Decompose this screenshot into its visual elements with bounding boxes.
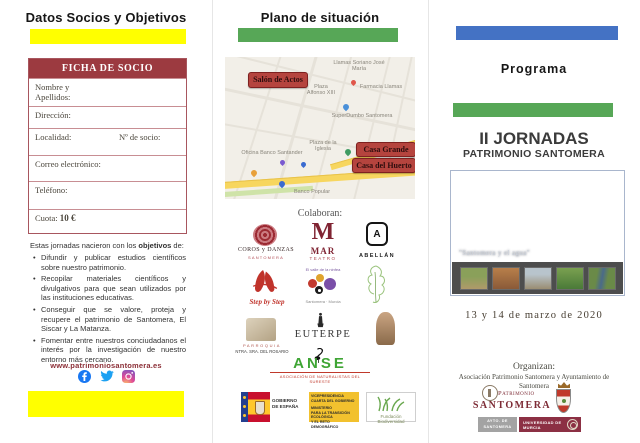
map-pin (300, 161, 307, 168)
label-cuota: Cuota: (35, 213, 58, 223)
crown-glyph (558, 382, 570, 388)
map-pin (250, 169, 258, 177)
photo-caption: "Santomera y el agua" (459, 249, 531, 257)
objectives-intro (30, 241, 186, 251)
ayto-line2: SANTOMERA (483, 424, 512, 429)
valle-blob (316, 274, 324, 282)
thumbnail-photo (492, 267, 520, 290)
santomera-coat-of-arms (556, 382, 572, 415)
map-marker-casa-grande: Casa Grande (356, 142, 415, 157)
thumbnail-photo (588, 267, 616, 290)
photo-filmstrip (452, 262, 623, 294)
intro-prefix: Estas jornadas nacieron con los (30, 241, 139, 250)
form-row-nombre (29, 78, 186, 106)
mar-teatro-monogram: M (311, 219, 335, 245)
step-by-step-logo-icon (251, 268, 279, 301)
abellan-monogram: A (366, 222, 388, 246)
euterpe-label: EUTERPE (294, 329, 352, 340)
abellan-label: ABELLÁN (358, 253, 396, 259)
label-direccion: Dirección: (35, 110, 71, 120)
parroquia-sublabel: NTRA. SRA. DEL ROSARIO (235, 349, 289, 354)
gobierno-line1: GOBIERNO (272, 398, 298, 403)
patrimonio-santomera-logo (472, 385, 552, 416)
panel-datos-socios (0, 0, 213, 443)
objective-text: Recopilar materiales científicos y divulgativos para que sean utilizados por las instituciones educativas. (41, 274, 186, 303)
label-nombre: Nombre y Apellidos: (35, 82, 71, 102)
virgen-statue-logo (376, 312, 395, 345)
map-place-label: Banco Popular (293, 189, 331, 195)
ayuntamiento-santomera-logo (478, 417, 517, 432)
instagram-icon[interactable] (122, 370, 135, 388)
map-marker-casa-del-huerto: Casa del Huerto (352, 158, 415, 173)
parroquia-logo-icon (246, 318, 276, 341)
thumbnail-photo (556, 267, 584, 290)
form-row-direccion (29, 106, 186, 128)
ayto-line1: AYTO. DE (487, 419, 508, 423)
yellow-accent-bar-top (30, 29, 186, 44)
shield-glyph (556, 389, 571, 413)
gobierno-espana-label (272, 398, 306, 411)
yellow-accent-bar-bottom (28, 391, 184, 417)
anse-sublabel: ASOCIACIÓN DE NATURALISTAS DEL SURESTE (270, 372, 370, 384)
green-sketch-logo (363, 264, 389, 311)
objective-item (30, 253, 186, 272)
ministerio-line: MINISTERIO (311, 405, 332, 410)
coros-danzas-label: COROS y DANZAS (238, 247, 294, 253)
patrimonio-logo-line1: Patrimonio (498, 390, 535, 397)
step-by-step-label: Step by Step (249, 298, 285, 306)
event-subtitle: PATRIMONIO SANTOMERA (463, 148, 605, 160)
objective-text: Fomentar entre nuestros conciudadanos el interés por la investigación de nuestro entorno más cercano. (41, 335, 186, 364)
map-marker-salon-de-actos: Salón de Actos (248, 72, 308, 88)
label-num-socio: Nº de socio: (119, 132, 161, 142)
ministerio-box (309, 392, 359, 430)
intro-suffix: de: (171, 241, 184, 250)
website-link[interactable]: www.patrimoniosantomera.es (50, 361, 162, 370)
shield-center (562, 399, 566, 403)
map-place-label: Oficina Banco Santander (241, 150, 303, 156)
middle-panel-title: Plano de situación (260, 10, 380, 25)
thumbnail-photo (460, 267, 488, 290)
mar-teatro-sublabel: TEATRO (309, 256, 337, 261)
map-pin (342, 103, 350, 111)
left-panel-title: Datos Socios y Objetivos (25, 10, 187, 25)
anse-label: ANSE (293, 355, 347, 372)
cuota-value: 10 € (59, 213, 76, 223)
map-place-label: Llamas Soriano José María (333, 60, 385, 73)
objective-item (30, 305, 186, 334)
organizers-text: Asociación Patrimonio Santomera y Ayuntamiento de Santomera (458, 373, 610, 391)
valle-blob (318, 289, 321, 292)
colaboran-heading: Colaboran: (297, 208, 343, 219)
label-localidad: Localidad: (35, 132, 72, 142)
valle-logo-bottom-label: Santomera · Murcia (305, 299, 341, 304)
form-row-correo (29, 155, 186, 181)
valle-logo-top-label: El valle de la ninfea (305, 267, 341, 272)
form-row-localidad (29, 128, 186, 155)
spain-gov-flag-blue-strip (241, 392, 248, 422)
map-place-label: SuperDumbo Santomera (331, 113, 393, 119)
label-correo: Correo electrónico: (35, 159, 101, 169)
map-pin (344, 148, 352, 156)
map-place-label: Plaza Alfonso XIII (306, 84, 336, 97)
twitter-icon[interactable] (100, 370, 114, 388)
coros-danzas-logo-icon (253, 224, 277, 246)
spain-coat-of-arms (255, 401, 265, 415)
intro-bold: objetivos (138, 241, 172, 250)
green-accent-bar (238, 28, 398, 42)
cover-photo (450, 170, 625, 296)
membership-form (28, 58, 187, 234)
social-icons-row (0, 370, 213, 388)
tower-glyph (488, 389, 491, 397)
ministerio-line: CUARTA DEL GOBIERNO (311, 398, 355, 403)
umu-label: UNIVERSIDAD DE MURCIA (523, 420, 562, 431)
universidad-murcia-logo (519, 417, 581, 432)
parroquia-label: PARROQUIA (242, 343, 282, 348)
ministerio-line: VICEPRESIDENCIA (311, 394, 344, 398)
flag-dot (243, 405, 246, 408)
objectives-list (30, 253, 186, 367)
label-telefono: Teléfono: (35, 185, 68, 195)
valle-logo-icon (307, 273, 339, 297)
spain-flag (248, 392, 270, 422)
form-header: FICHA DE SOCIO (29, 59, 186, 78)
green-accent-bar (453, 103, 613, 117)
panel-programa (428, 0, 640, 443)
panel-plano-situacion (213, 0, 428, 443)
ministerio-line: Y EL RETO DEMOGRÁFICO (311, 420, 339, 430)
flag-dot (243, 414, 246, 417)
umu-seal-icon (567, 419, 578, 430)
valle-blob (324, 278, 336, 290)
map-place-label: Farmacia Llamas (359, 84, 403, 90)
event-title: II JORNADAS (479, 129, 589, 148)
fundacion-biodiversidad-box (366, 392, 416, 422)
form-row-telefono (29, 181, 186, 209)
event-date: 13 y 14 de marzo de 2020 (465, 310, 603, 321)
ministerio-line: PARA LA TRANSICIÓN ECOLÓGICA (311, 410, 350, 420)
situation-map (225, 57, 415, 199)
objective-item (30, 274, 186, 303)
facebook-icon[interactable] (78, 370, 91, 388)
blue-accent-bar (456, 26, 618, 40)
patrimonio-emblem-icon (482, 385, 498, 401)
patrimonio-logo-line2: SANTOMERA (472, 400, 552, 411)
coros-danzas-sublabel: SANTOMERA (247, 255, 285, 260)
gobierno-line2: DE ESPAÑA (272, 404, 299, 410)
programa-heading: Programa (500, 62, 568, 76)
flag-dot (243, 396, 246, 399)
umu-seal-inner (570, 422, 577, 429)
mar-teatro-label: MAR (310, 246, 336, 256)
organizan-heading: Organizan: (512, 362, 556, 372)
map-place-label: Plaza de la Iglesia (309, 140, 337, 153)
objective-text: Difundir y publicar estudios científicos sobre nuestro patrimonio. (41, 253, 186, 272)
form-row-cuota (29, 209, 186, 233)
objective-text: Conseguir que se valore, proteja y recupere el patrimonio de Santomera, El Siscar y La Matanza. (41, 304, 186, 334)
biodiversidad-label: Fundación Biodiversidad (377, 414, 405, 424)
thumbnail-photo (524, 267, 552, 290)
